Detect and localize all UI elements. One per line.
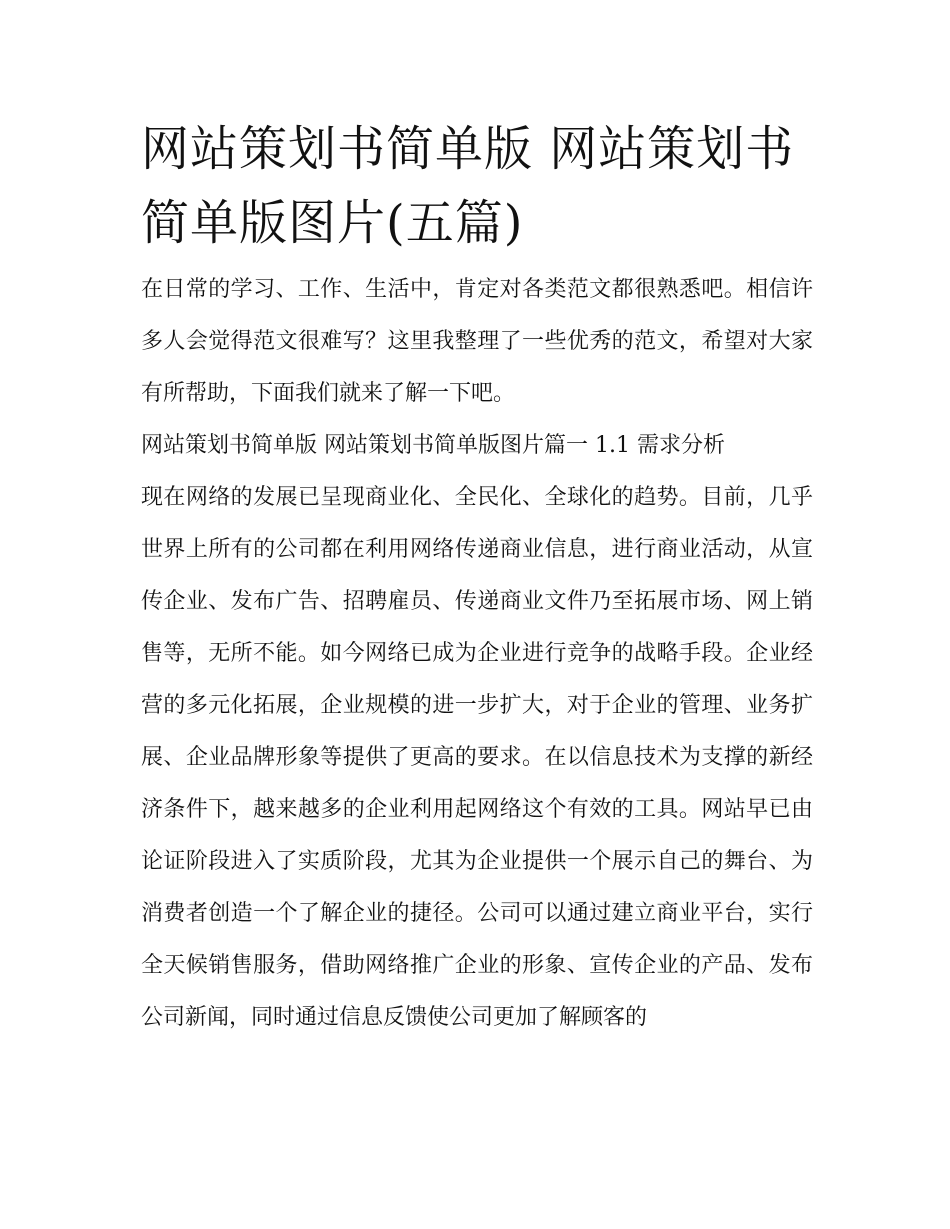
document-title: 网站策划书简单版 网站策划书简单版图片(五篇) (141, 121, 795, 251)
section-heading: 网站策划书简单版 网站策划书简单版图片篇一 1.1 需求分析 (141, 433, 725, 458)
body-paragraph: 现在网络的发展已呈现商业化、全民化、全球化的趋势。目前，几乎世界上所有的公司都在利用网络传递商业信息，进行商业活动，从宣传企业、发布广告、招聘雇员、传递商业文件乃至拓展市场、网上销售等，无所不能。如今网络已成为企业进行竞争的战略手段。企业经营的多元化拓展，企业规模的进一步扩大，对于企业的管理、业务扩展、企业品牌形象等提供了更高的要求。在以信息技术为支撑的新经济条件下，越来越多的企业利用起网络这个有效的工具。网站早已由论证阶段进入了实质阶段，尤其为企业提供一个展示自己的舞台、为消费者创造一个了解企业的捷径。公司可以通过建立商业平台，实行全天候销售服务，借助网络推广企业的形象、宣传企业的产品、发布公司新闻，同时通过信息反馈使公司更加了解顾客的 (141, 485, 813, 1030)
intro-paragraph: 在日常的学习、工作、生活中，肯定对各类范文都很熟悉吧。相信许多人会觉得范文很难写？这里我整理了一些优秀的范文，希望对大家有所帮助，下面我们就来了解一下吧。 (141, 277, 813, 406)
document-page (141, 112, 813, 1044)
